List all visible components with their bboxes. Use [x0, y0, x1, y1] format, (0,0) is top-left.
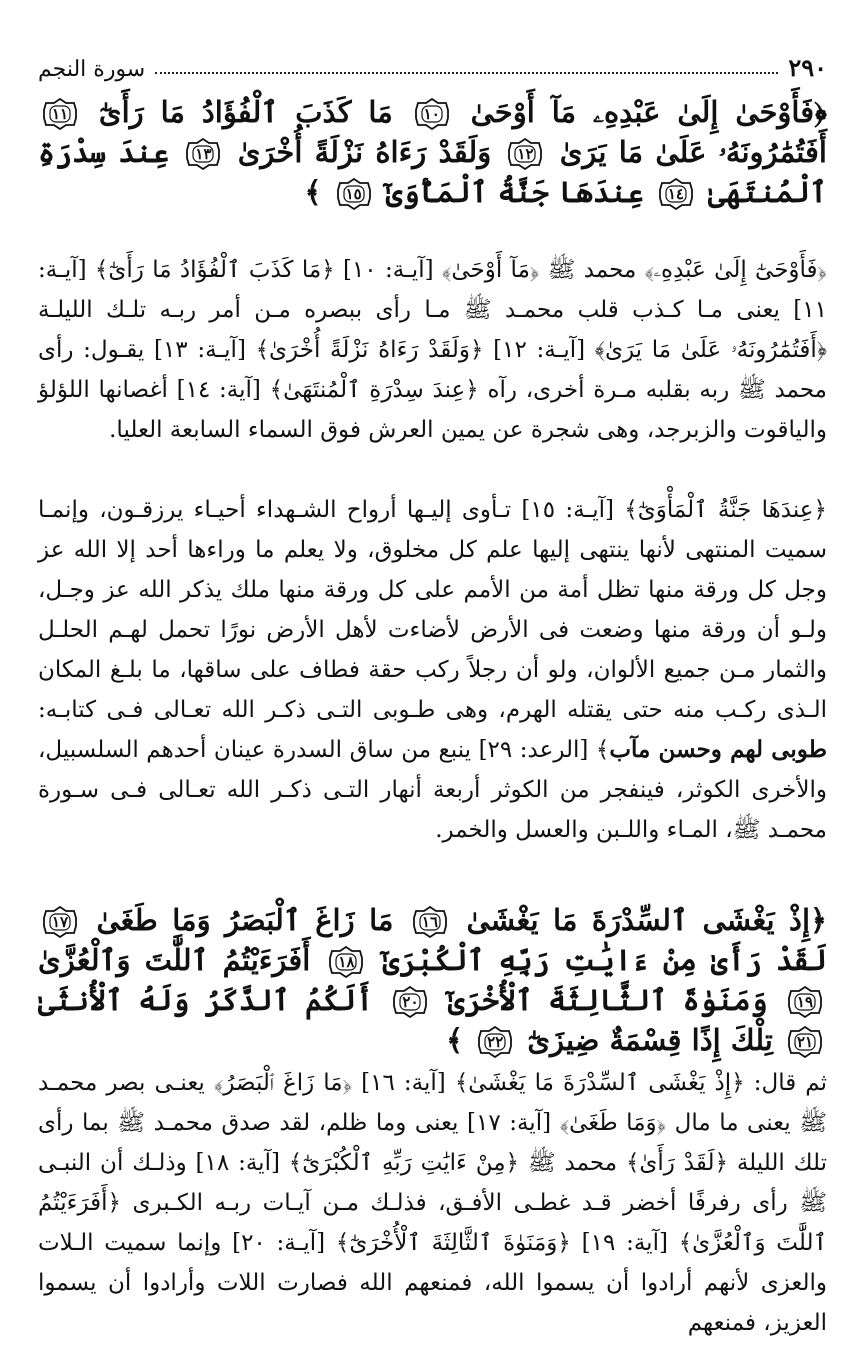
tafsir-emphasis: طوبى لهم وحسن مآب — [609, 736, 827, 763]
quran-verses-block-2 — [38, 900, 827, 1060]
verse-text: مَا زَاغَ ٱلْبَصَرُ وَمَا طَغَىٰ — [96, 903, 394, 937]
verse-number-ornament — [507, 138, 543, 170]
tafsir-text — [38, 490, 827, 850]
tafsir-paragraph-1 — [38, 250, 827, 450]
tafsir-paragraph-3 — [38, 1063, 827, 1343]
verse-text: لَقَدْ رَأَىٰ مِنْ ءَايَٰتِ رَبِّهِ ٱلْكُبْرَىٰٓ — [382, 943, 827, 977]
header-dotted-leader — [155, 72, 778, 74]
verse-text: تِلْكَ إِذًا قِسْمَةٌ ضِيزَىٰٓ — [527, 1023, 773, 1057]
verse-text: عِندَ سِدْرَةِ ٱلْمُنتَهَىٰ — [38, 135, 827, 209]
verse-number-ornament — [185, 138, 221, 170]
verse-number-ornament — [658, 178, 694, 210]
verse-close-bracket: ﴾ — [446, 1023, 464, 1057]
verse-number-ornament — [477, 1026, 513, 1058]
verse-number: ١٨ — [338, 953, 355, 971]
verse-number: ١٢ — [517, 145, 534, 163]
surah-name: سورة النجم — [38, 57, 146, 82]
tafsir-text: ﴿فَأَوْحَىٰٓ إِلَىٰ عَبْدِهِۦ﴾ محمد ﷺ ﴿مَآ أَوْحَىٰ﴾ [آيـة: ١٠] ﴿مَا كَذَبَ ٱلْفُؤَادُ مَا رَأَىٰٓ﴾ [آيـة: ١١] يعنى مـا كـذب قلب محمـد ﷺ مـا رأى ببصره مـن أمر ربـه تلـك الليلـة ﴿أَفَتُمَٰرُونَهُۥ عَلَىٰ مَا يَرَىٰ﴾ [آيـة: ١٢] ﴿وَلَقَدْ رَءَاهُ نَزْلَةً أُخْرَىٰ﴾ [آيـة: ١٣] يقـول: رأى محمد ﷺ ربه بقلبه مـرة أخرى، رآه ﴿عِندَ سِدْرَةِ ٱلْمُنتَهَىٰ﴾ [آية: ١٤] أغصانها اللؤلؤ والياقوت والزبرجد، وهى شجرة عن يمين العرش فوق السماء السابعة العليا. — [38, 257, 828, 443]
verse-number: ١٥ — [345, 185, 362, 203]
verse-number: ٢١ — [796, 1033, 814, 1051]
verse-number: ١٠ — [423, 105, 440, 123]
verse-text: مَا كَذَبَ ٱلْفُؤَادُ مَا رَأَىٰٓ — [98, 95, 393, 129]
verse-text: ﴿فَأَوْحَىٰ إِلَىٰ عَبْدِهِۦ مَآ أَوْحَىٰ — [470, 95, 827, 129]
tafsir-text-after: ﴾ [الرعد: ٢٩] ينبع من ساق السدرة عينان أحدهم السلسبيل، والأخرى الكوثر، فينفجر من الكوثر أربعة أنهار التـى ذكـر الله تعـالى فـى سـورة محمـد ﷺ، المـاء واللـبن والعسل والخمر. — [38, 737, 827, 843]
verse-number: ٢٠ — [402, 993, 419, 1011]
verse-number-ornament — [42, 98, 78, 130]
verse-number-ornament — [412, 906, 448, 938]
verse-text: ﴿إِذْ يَغْشَى ٱلسِّدْرَةَ مَا يَغْشَىٰ — [466, 903, 827, 937]
verse-text: وَمَنَوٰةَ ٱلثَّالِثَةَ ٱلْأُخْرَىٰٓ — [447, 983, 768, 1017]
verse-text: وَلَقَدْ رَءَاهُ نَزْلَةً أُخْرَىٰ — [237, 135, 492, 169]
verse-number: ١٧ — [51, 913, 69, 931]
tafsir-paragraph-2 — [38, 490, 827, 850]
verse-number-ornament — [336, 178, 372, 210]
verse-number: ١٤ — [667, 185, 684, 203]
verse-number: ١١ — [51, 105, 69, 123]
verse-text: أَفَرَءَيْتُمُ ٱللَّٰتَ وَٱلْعُزَّىٰ — [38, 943, 311, 977]
page-number: ٢٩٠ — [788, 53, 827, 82]
verse-number: ١٩ — [796, 993, 814, 1011]
verse-text: أَفَتُمَٰرُونَهُۥ عَلَىٰ مَا يَرَىٰ — [559, 135, 827, 169]
verse-number: ١٣ — [195, 145, 212, 163]
verse-number-ornament — [787, 986, 823, 1018]
verse-number-ornament — [787, 1026, 823, 1058]
page-header — [38, 50, 827, 82]
verse-close-bracket: ﴾ — [304, 175, 322, 209]
verse-number: ٢٢ — [487, 1033, 504, 1051]
verse-number-ornament — [392, 986, 428, 1018]
tafsir-text: ثم قال: ﴿إِذْ يَغْشَى ٱلسِّدْرَةَ مَا يَغْشَىٰ﴾ [آية: ١٦] ﴿مَا زَاغَ ٱلْبَصَرُ﴾ يعنـى بصر محمـد ﷺ يعنى ما مال ﴿وَمَا طَغَىٰ﴾ [آية: ١٧] يعنى وما ظلم، لقد صدق محمـد ﷺ بما رأى تلك الليلة ﴿لَقَدْ رَأَىٰ﴾ محمد ﷺ ﴿مِنْ ءَايَٰتِ رَبِّهِ ٱلْكُبْرَىٰٓ﴾ [آية: ١٨] وذلـك أن النبـى ﷺ رأى رفرفًا أخضر قـد غطـى الأفـق، فذلـك مـن آيـات ربـه الكـبرى ﴿أَفَرَءَيْتُمُ ٱللَّٰتَ وَٱلْعُزَّىٰ﴾ [آية: ١٩] ﴿وَمَنَوٰةَ ٱلثَّالِثَةَ ٱلْأُخْرَىٰٓ﴾ [آيـة: ٢٠] وإنما سميت الـلات والعزى لأنهم أرادوا أن يسموا الله، فمنعهم الله فصارت اللات وأرادوا أن يسموا العزيز، فمنعهم — [38, 1070, 827, 1336]
verse-number-ornament — [328, 946, 364, 978]
verse-number: ١٦ — [421, 913, 439, 931]
verse-text: عِندَهَا جَنَّةُ ٱلْمَأْوَىٰٓ — [385, 175, 644, 209]
verse-text: أَلَكُمُ ٱلذَّكَرُ وَلَهُ ٱلْأُنثَىٰ — [38, 983, 374, 1017]
verse-number-ornament — [42, 906, 78, 938]
tafsir-text-before: ﴿عِندَهَا جَنَّةُ ٱلْمَأْوَىٰٓ﴾ [آيـة: ١٥] تـأوى إليـها أرواح الشـهداء أحيـاء يرزقـون، وإنمـا سميت المنتهى لأنها ينتهى إليها علم كل مخلوق، ولا يعلم ما وراءها أحد إلا الله عز وجل كل ورقة منها تظل أمة من الأمم على كل ورقة منها ملك يذكر الله عز وجـل، ولـو أن ورقة منها وضعت فى الأرض لأضاءت لأهل الأرض نورًا تحمل لهـم الحلـل والثمار مـن جميع الألوان، ولو أن رجلاً ركب حقة فطاف على ساقها، ما بلـغ المكان الـذى ركـب منه حتى يقتله الهرم، وهى طـوبى التـى ذكـر الله تعـالى فـى كتابـه: — [38, 497, 827, 723]
verse-number-ornament — [414, 98, 450, 130]
quran-verses-block-1 — [38, 92, 827, 212]
